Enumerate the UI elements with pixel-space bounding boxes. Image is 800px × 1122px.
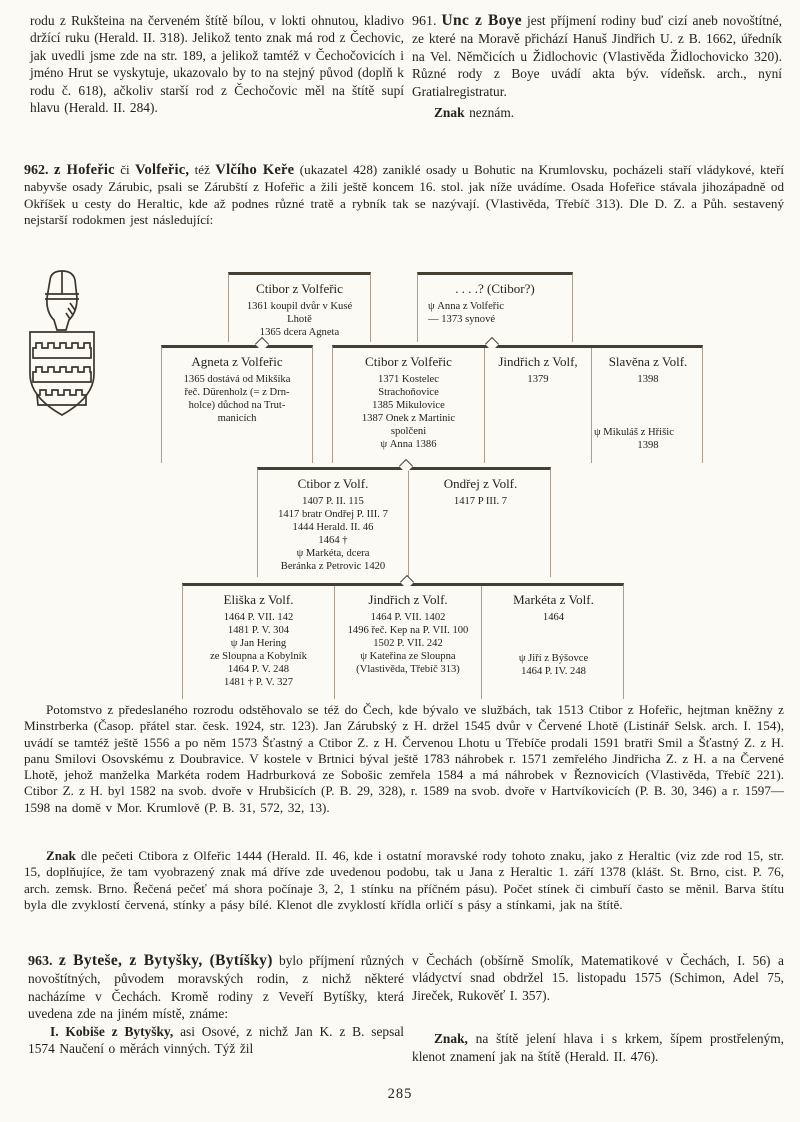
person-detail-line: 1385 Mikulovice xyxy=(372,400,445,411)
top-left-column xyxy=(30,12,404,116)
person-detail-line: 1361 koupil dvůr v Kusé xyxy=(246,301,353,312)
person-detail-line: 1417 bratr Ondřej P. III. 7 xyxy=(278,509,388,520)
person-detail-line: 1496 řeč. Kep na P. VII. 100 xyxy=(347,625,469,636)
person-detail-line: 1481 † P. V. 327 xyxy=(223,677,294,688)
person-detail-line: ze Sloupna a Kobylník xyxy=(210,651,307,662)
tree-box-jindrich-z-volf-1379 xyxy=(485,348,592,463)
person-name: Ctibor z Volf. xyxy=(297,476,369,491)
entry-963-family-name: z Byteše, z Bytyšky, (Bytíšky) xyxy=(58,952,273,969)
person-name: Eliška z Volf. xyxy=(223,592,294,607)
entry-963-left-column xyxy=(28,952,404,1057)
person-details xyxy=(482,611,625,678)
person-detail-line: ψ Anna 1386 xyxy=(380,439,437,450)
entry-962-name-2: Volfeřic, xyxy=(135,162,190,178)
person-detail-line: ψ Mikuláš z Hřišic xyxy=(594,427,674,438)
person-details xyxy=(258,495,408,573)
person-details xyxy=(409,495,552,508)
tree-box-unknown-ctibor xyxy=(417,272,573,342)
person-detail-line: 1464 P. VII. 142 xyxy=(223,612,294,623)
person-detail-line: spolčeni xyxy=(390,426,427,437)
person-name: . . . .? (Ctibor?) xyxy=(455,281,535,296)
person-details xyxy=(183,611,334,689)
entry-963-text: bylo příjmení různých novoštítných, původem moravských rodin, z nichž některé nacházíme v Čechách. Kromě rodiny z Veveří Bytíšky, která uvedena zde na jiném místě, známe: xyxy=(28,953,404,1022)
person-details xyxy=(592,373,704,452)
person-detail-line: — 1373 synové xyxy=(428,314,496,325)
paragraph-znak-962 xyxy=(24,848,784,913)
person-detail-line: řeč. Dürenholz (= z Drn- xyxy=(184,387,290,398)
person-name: Ondřej z Volf. xyxy=(443,476,518,491)
tree-row-generation-4 xyxy=(182,583,624,699)
person-details xyxy=(335,611,481,676)
person-detail-line: 1464 P. IV. 248 xyxy=(521,666,586,677)
person-name: Agneta z Volfeřic xyxy=(191,354,283,369)
entry-963-item xyxy=(28,1023,404,1058)
person-detail-line: 1407 P. II. 115 xyxy=(302,496,364,507)
person-detail-line: 1464 P. VII. 1402 xyxy=(370,612,446,623)
person-name: Jindřich z Volf, xyxy=(498,354,578,369)
person-detail-line: 1464 P. V. 248 xyxy=(227,664,290,675)
entry-961-znak xyxy=(412,104,782,121)
person-detail-line: 1464 † xyxy=(318,535,348,546)
person-detail-line: 1464 xyxy=(542,612,565,623)
person-detail-line: 1417 P III. 7 xyxy=(453,496,508,507)
person-details xyxy=(418,300,572,326)
tree-box-slavena-z-volf xyxy=(592,348,704,463)
item-text: asi Osové, z nichž Jan K. z B. sepsal 1574 Naučení o měrách vinných. Týž žil xyxy=(28,1023,404,1057)
entry-962-name-3: Vlčího Keře xyxy=(215,162,295,178)
person-detail-line xyxy=(482,624,625,652)
entry-961-paragraph xyxy=(412,12,782,100)
tree-row-generation-2 xyxy=(332,345,703,463)
znak-label: Znak xyxy=(46,848,76,863)
person-detail-line: 1379 xyxy=(527,374,549,385)
person-detail-line: Strachoňovice xyxy=(378,387,439,398)
tree-box-jindrich-z-volf-1464 xyxy=(335,586,482,699)
person-detail-line: (Vlastivěda, Třebíč 313) xyxy=(356,664,460,675)
entry-961-text: jest příjmení rodiny buď cizí aneb novoštítné, ze které na Moravě přichází Hanuš Jindřich U. z B. 1662, úředník na Vel. Němčicích u Židlochovic (Vlastivěda Židlochovicko 320). Různé rody z Boye uvádí akta býv. vídeňsk. arch., nyní Gratialregistratur. xyxy=(412,13,782,99)
person-detail-line: ψ Jan Hering xyxy=(230,638,287,649)
item-label: I. Kobiše z Bytyšky, xyxy=(50,1023,174,1039)
paragraph-potomstvo xyxy=(24,702,784,816)
person-detail-line: 1371 Kostelec xyxy=(378,374,439,385)
person-detail-line: ψ Anna z Volfeřic xyxy=(428,301,504,312)
person-detail-line: 1365 dcera Agneta xyxy=(259,327,340,338)
person-name: Slavěna z Volf. xyxy=(608,354,688,369)
person-detail-line: Beránka z Petrovic 1420 xyxy=(280,561,386,572)
tree-box-ctibor-z-volferic-1371 xyxy=(333,348,485,463)
entry-963-number: 963. xyxy=(28,954,53,969)
tree-box-ondrej-z-volf-1417 xyxy=(409,470,552,577)
crenellated-bar-2 xyxy=(33,367,91,382)
person-detail-line: Lhotě xyxy=(287,314,312,325)
tree-box-marketa-z-volf xyxy=(482,586,625,699)
family-tree xyxy=(0,260,800,702)
entry-963-paragraph xyxy=(28,952,404,1023)
znak-label: Znak xyxy=(434,105,465,121)
person-detail-line: 1444 Herald. II. 46 xyxy=(292,522,374,533)
helm-hatching xyxy=(66,303,75,319)
person-details xyxy=(333,373,484,451)
person-detail-line: 1365 dostává od Mikšíka xyxy=(183,374,291,385)
person-detail-line: 1387 Onek z Martinic xyxy=(361,413,456,424)
person-name: Jindřich z Volf. xyxy=(368,592,448,607)
crenellated-bar-1 xyxy=(33,343,91,358)
entry-961 xyxy=(412,12,782,121)
continuation-paragraph: rodu z Rukšteina na červeném štítě bílou, v lokti ohnutou, kladivo držící ruku (Herald. II. 318). Jelikož tento znak má rod z Čechovic, jak uvedli jsme zde na str. 189, a jelikož tamtéž v Čechočovicích i jméno Hrut se vyskytuje, ukazovalo by to na stejný původ (doplň k rodu č. 618), ačkoliv starší rod z Čechočovic měl na štítě supí hlavu (Herald. II. 284). xyxy=(30,13,404,116)
entry-963-znak xyxy=(412,1030,784,1065)
person-detail-line: 1481 P. V. 304 xyxy=(227,625,290,636)
entry-962-paragraph xyxy=(24,162,784,228)
person-name: Ctibor z Volfeřic xyxy=(256,281,343,296)
entry-962-text: (ukazatel 428) zaniklé osady u Bohutic na Krumlovsku, pocházeli staří vládykové, kteří nabyvše osady Zárubic, psali se Zárubští z Hofeřic a žili ještě koncem 16. stol. jak níže uvádíme. Osada Hofeřice stávala jihozápadně od Okříšek u cesty do Heraltic, kde až podnes různé tratě a rybník tak se nazývají. (Vlastivěda, Třebíč 313). Dle D. Z. a Půh. sestavený nejstarší rodokmen jest následující: xyxy=(24,162,784,227)
person-detail-line: holce) důchod na Trut- xyxy=(188,400,286,411)
znak-text: na štítě jelení hlava i s krkem, šípem prostřeleným, klenot znamení jak na štítě (Herald. II. 476). xyxy=(412,1031,784,1064)
person-detail-line: ψ Markéta, dcera xyxy=(296,548,370,559)
znak-value: neznám. xyxy=(469,105,515,121)
tree-box-agneta-z-volferic xyxy=(161,345,313,463)
person-detail-line: manicích xyxy=(217,413,257,424)
person-detail-line: ψ Kateřina ze Sloupna xyxy=(360,651,456,662)
entry-962 xyxy=(24,162,784,228)
znak-962-paragraph xyxy=(24,848,784,913)
tree-box-ctibor-z-volf-1407 xyxy=(258,470,409,577)
person-detail-line: 1502 P. VII. 242 xyxy=(373,638,443,649)
page-number: 285 xyxy=(387,1086,413,1102)
person-detail-line: ψ Jiří z Býšovce xyxy=(518,653,589,664)
person-detail-line: 1398 xyxy=(637,440,659,451)
person-details xyxy=(485,373,591,386)
tree-row-generation-3 xyxy=(257,467,551,577)
entry-962-name-1: z Hofeřic xyxy=(53,162,115,178)
entry-962-conj-2: též xyxy=(194,162,210,177)
person-details xyxy=(162,373,312,425)
potomstvo-text: Potomstvo z předeslaného rozrodu odstěhovalo se též do Čech, kde bývalo ve službách, tak 1513 Ctibor z Hofeřic, hejtman kněžny z Minstrberka (Časop. přátel star. česk. 1924, str. 123). Jan Zárubský z H. držel 1545 dvůr v Červené Lhotě (Listinář Selsk. arch. I. 154), uvádí se tamtéž ještě 1556 a po něm 1573 Šťastný a Ctibor Z. z H. Červenou Lhotu u Třebíče prodali 1591 bratři Smil a Šťastný Z. z H. panu Smilovi Osovskému z Doubravice. V kostele v Brtnici býval ještě 1783 náhrobek r. 1571 zemřelého Jindřicha Z. z H. a na Červené Lhotě, jehož manželka Markéta rodem Hadrburková ze Sobošic zemřela 1584 a má náhrobek v Řeznovicích (Vlastivěda, Třebíč 221). Ctibor Z. z H. byl 1582 na svob. dvoře v Hrubšicích (P. B. 29, 328), r. 1589 na svob. dvoře v Hartvíkovicích (P. B. 30, 346) a r. 1597—1598 na domě v Mor. Krumlově (P. B. 31, 572, 32, 13). xyxy=(24,702,784,815)
person-details xyxy=(229,300,370,339)
tree-box-eliska-z-volf xyxy=(183,586,335,699)
znak-text: dle pečeti Ctibora z Olfeřic 1444 (Herald. II. 46, kde i ostatní moravské rody tohoto znaku, jako z Heraltic (viz zde rod 15, str. 15, doplňujíce, že tam vyobrazený znak má dříve zde uvedenou podobu, tak u Jana z Heraltic 1. září 1378 (klášt. St. Brno, cist. P. 76, arch. zemsk. Brno. Řečená pečeť má shora počínaje 3, 2, 1 stínku na příčném pásu). Počet stínek či cimbuří často se měnil. Barva štítu byla dle zvyklostí červená, stínky a pásy bílé. Klenot dle zvyklostí křídla orličí s pásy a stínkami, jak na štítě. xyxy=(24,848,784,912)
entry-963-continuation: v Čechách (obšírně Smolík, Matematikové v Čechách, I. 56) a vládyctví snad obdržel 15. listopadu 1575 (Schimon, Adel 75, Jireček, Rukověť I. 357). xyxy=(412,953,784,1003)
entry-962-number: 962. xyxy=(24,163,49,178)
person-name: Ctibor z Volfeřic xyxy=(365,354,452,369)
entry-963-right-column xyxy=(412,952,784,1065)
entry-962-conj-1: či xyxy=(120,162,130,177)
coat-of-arms-illustration xyxy=(20,268,104,420)
person-name: Markéta z Volf. xyxy=(513,592,594,607)
tree-box-ctibor-z-volferic-1361 xyxy=(228,272,371,342)
person-detail-line xyxy=(592,386,704,426)
znak-label: Znak, xyxy=(434,1031,468,1047)
entry-961-number: 961. xyxy=(412,14,437,29)
person-detail-line: 1398 xyxy=(637,374,659,385)
entry-961-family-name: Unc z Boye xyxy=(441,12,522,29)
